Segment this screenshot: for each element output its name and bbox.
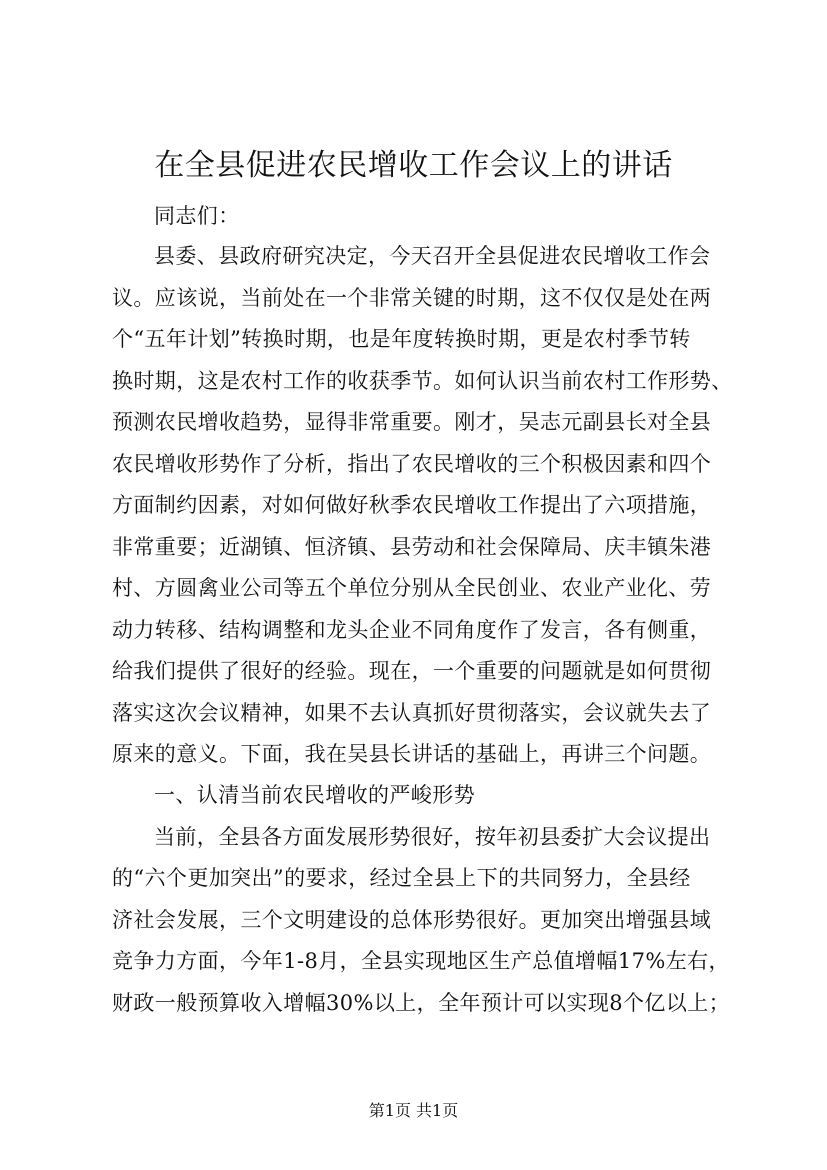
- body-line-11: 给我们提供了很好的经验。现在，一个重要的问题就是如何贯彻: [112, 659, 712, 683]
- body-line-13: 原来的意义。下面，我在吴县长讲话的基础上，再讲三个问题。: [112, 742, 712, 766]
- body-line-16: 的“六个更加突出”的要求，经过全县上下的共同努力，全县经: [112, 866, 691, 890]
- body-line-15: 当前，全县各方面发展形势很好，按年初县委扩大会议提出: [154, 825, 711, 849]
- section-heading-1: 一、认清当前农民增收的严峻形势: [154, 783, 475, 807]
- salutation-line: 同志们：: [154, 204, 240, 228]
- body-line-4: 换时期，这是农村工作的收获季节。如何认识当前农村工作形势、: [112, 369, 733, 393]
- body-line-3: 个“五年计划”转换时期，也是年度转换时期，更是农村季节转: [112, 327, 691, 351]
- body-line-5: 预测农民增收趋势，显得非常重要。刚才，吴志元副县长对全县: [112, 410, 712, 434]
- page-title: 在全县促进农民增收工作会议上的讲话: [154, 148, 673, 183]
- body-line-12: 落实这次会议精神，如果不去认真抓好贯彻落实，会议就失去了: [112, 701, 712, 725]
- body-line-19: 财政一般预算收入增幅30%以上，全年预计可以实现8个亿以上；: [112, 991, 731, 1015]
- body-line-1: 县委、县政府研究决定，今天召开全县促进农民增收工作会: [154, 244, 711, 268]
- body-line-2: 议。应该说，当前处在一个非常关键的时期，这不仅仅是处在两: [112, 286, 712, 310]
- body-line-8: 非常重要；近湖镇、恒济镇、县劳动和社会保障局、庆丰镇朱港: [112, 535, 712, 559]
- body-line-6: 农民增收形势作了分析，指出了农民增收的三个积极因素和四个: [112, 452, 712, 476]
- page-number-footer: 第1页 共1页: [368, 1101, 459, 1120]
- body-line-18: 竞争力方面，今年1-8月，全县实现地区生产总值增幅17%左右，: [112, 949, 730, 973]
- body-line-10: 动力转移、结构调整和龙头企业不同角度作了发言，各有侧重，: [112, 618, 712, 642]
- body-line-17: 济社会发展，三个文明建设的总体形势很好。更加突出增强县域: [112, 908, 712, 932]
- body-line-9: 村、方圆禽业公司等五个单位分别从全民创业、农业产业化、劳: [112, 576, 712, 600]
- body-line-7: 方面制约因素，对如何做好秋季农民增收工作提出了六项措施，: [112, 493, 712, 517]
